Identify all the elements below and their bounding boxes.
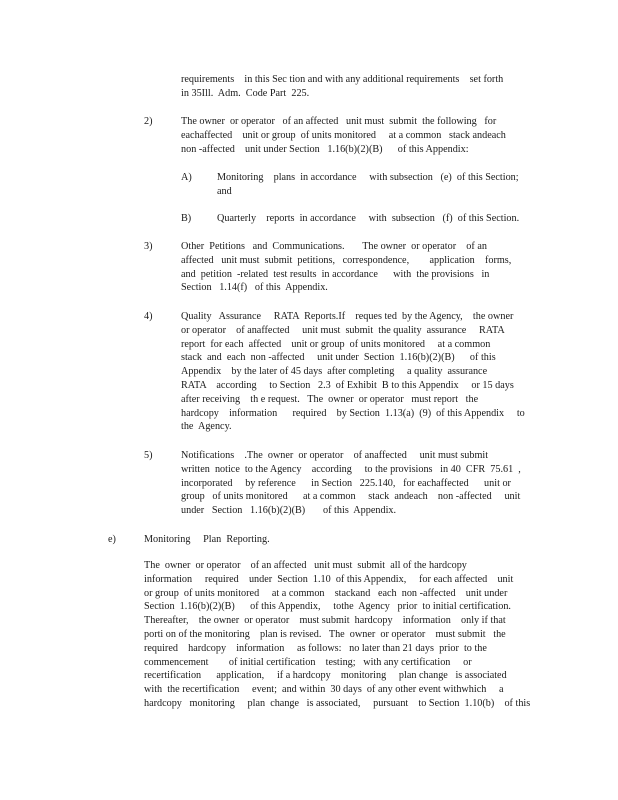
text-line: in 35Ill. Adm. Code Part 225. — [181, 87, 310, 99]
text-line: Notifications .The owner or operator of anaffected unit must submit — [181, 450, 489, 461]
text-line: Quality Assurance RATA Reports.If reques ted by the Agency, the owner — [181, 311, 514, 322]
text-line: stack and each non -affected unit under Section 1.16(b)(2)(B) of this — [181, 352, 496, 364]
text-line: porti on of the monitoring plan is revised. The owner or operator must submit the — [144, 628, 506, 640]
subitem-letter: B) — [181, 213, 192, 224]
text-line: with the recertification event; and within 30 days of any other event withwhich a — [144, 684, 504, 696]
text-line: RATA according to Section 2.3 of Exhibit B to this Appendix or 15 days — [181, 379, 514, 391]
text-line: The owner or operator of an affected unit must submit the following for — [181, 116, 497, 127]
text-line: and — [217, 185, 232, 197]
text-line: incorporated by reference in Section 225.140, for eachaffected unit or — [181, 477, 511, 489]
text-line: Appendix by the later of 45 days after completing a quality assurance — [181, 366, 488, 378]
continuation-paragraph — [181, 73, 503, 101]
item-4-paragraph — [181, 310, 525, 434]
section-e-paragraph — [144, 559, 530, 711]
text-line: Other Petitions and Communications. The owner or operator of an — [181, 241, 487, 252]
text-line: eachaffected unit or group of units monitored at a common stack andeach — [181, 129, 506, 141]
text-line: affected unit must submit petitions, correspondence, application forms, — [181, 254, 512, 266]
text-line: written notice to the Agency according to the provisions in 40 CFR 75.61 , — [181, 463, 521, 475]
item-number: 2) — [144, 116, 153, 127]
text-line: or operator of anaffected unit must submit the quality assurance RATA — [181, 324, 505, 336]
text-line: under Section 1.16(b)(2)(B) of this Appendix. — [181, 505, 397, 517]
item-2-paragraph — [181, 115, 506, 156]
text-line: commencement of initial certification testing; with any certification or — [144, 656, 472, 668]
item-number: 3) — [144, 241, 153, 252]
text-line: hardcopy monitoring plan change is associated, pursuant to Section 1.10(b) of this — [144, 697, 531, 709]
subitem-b-paragraph — [217, 212, 519, 226]
text-line: Quarterly reports in accordance with subsection (f) of this Section. — [217, 213, 520, 224]
text-line: recertification application, if a hardcopy monitoring plan change is associated — [144, 670, 507, 682]
text-line: The owner or operator of an affected unit must submit all of the hardcopy — [144, 560, 467, 571]
text-line: and petition -related test results in accordance with the provisions in — [181, 268, 490, 280]
text-line: Thereafter, the owner or operator must submit hardcopy information only if that — [144, 615, 506, 627]
section-heading: Monitoring Plan Reporting. — [144, 534, 270, 545]
text-line: requirements in this Sec tion and with any additional requirements set forth — [181, 74, 504, 85]
text-line: information required under Section 1.10 of this Appendix, for each affected unit — [144, 573, 514, 585]
text-line: Section 1.14(f) of this Appendix. — [181, 282, 328, 294]
section-letter: e) — [108, 534, 116, 545]
text-line: Monitoring plans in accordance with subsection (e) of this Section; — [217, 172, 519, 183]
subitem-a-paragraph — [217, 171, 519, 199]
text-line: non -affected unit under Section 1.16(b)(2)(B) of this Appendix: — [181, 143, 469, 155]
text-line: after receiving th e request. The owner or operator must report the — [181, 393, 479, 405]
text-line: report for each affected unit or group of units monitored at a common — [181, 338, 491, 350]
text-line: or group of units monitored at a common stackand each non -affected unit under — [144, 587, 508, 599]
subitem-letter: A) — [181, 172, 192, 183]
text-line: Section 1.16(b)(2)(B) of this Appendix, tothe Agency prior to initial certification. — [144, 601, 511, 613]
text-line: required hardcopy information as follows: no later than 21 days prior to the — [144, 642, 487, 654]
text-line: hardcopy information required by Section 1.13(a) (9) of this Appendix to — [181, 407, 525, 419]
text-line: group of units monitored at a common stack andeach non -affected unit — [181, 491, 521, 503]
item-number: 5) — [144, 450, 153, 461]
item-3-paragraph — [181, 240, 511, 295]
item-number: 4) — [144, 311, 153, 322]
text-line: the Agency. — [181, 421, 232, 433]
item-5-paragraph — [181, 449, 521, 518]
